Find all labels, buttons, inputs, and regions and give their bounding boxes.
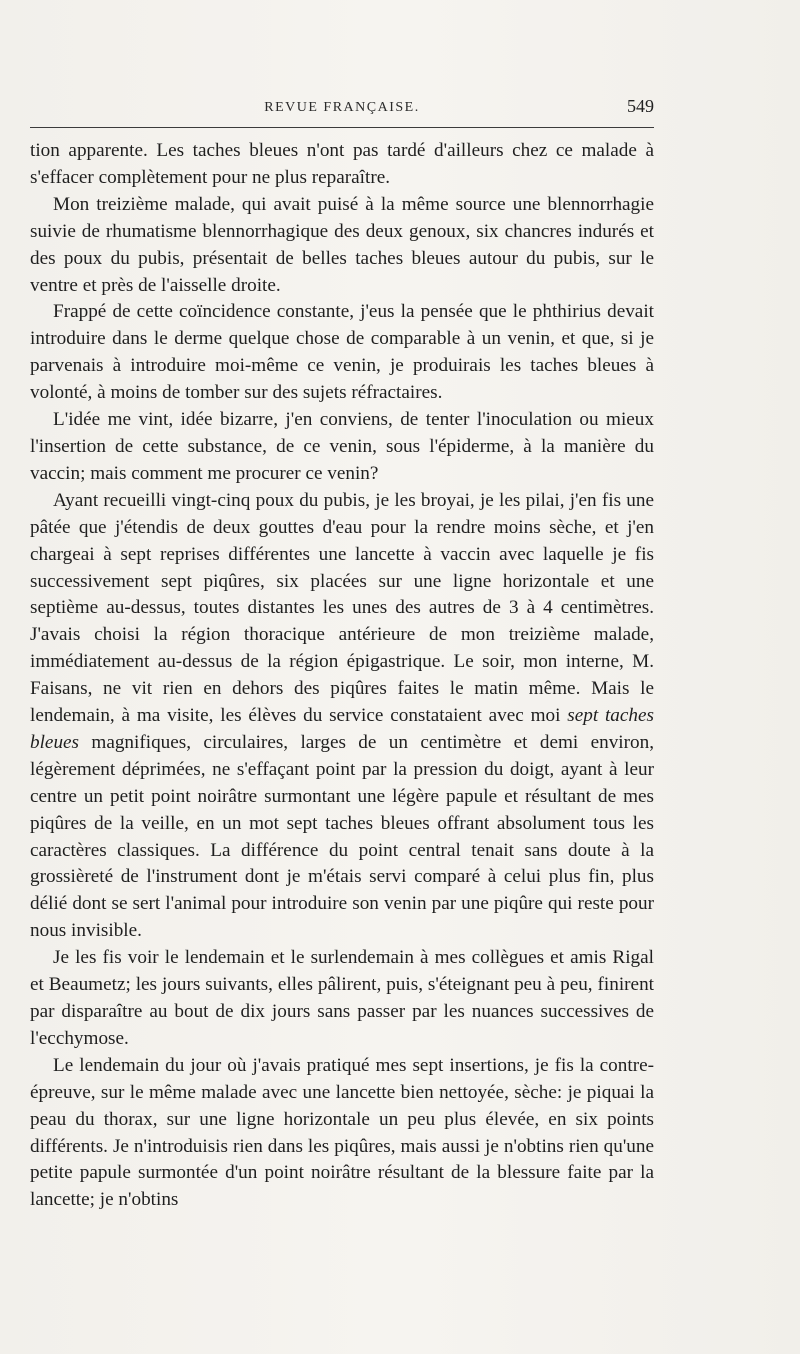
paragraph-5-emphasis: sept taches bleues: [30, 705, 654, 753]
page-number: 549: [627, 96, 654, 116]
paragraph-5-after: magnifiques, circulaires, larges de un centimètre et demi environ, légèrement déprimées, ne s'effaçant point par la pression du doigt, ayant à leur centre un petit point noirâtre surmontant une légère papule et résultant de mes piqûres de la veille, en un mot sept taches bleues offrant absolument tous les caractères classiques. La différence du point central tenait sans doute à la grossièreté de l'instrument dont je m'étais servi comparé à celui plus fin, plus délié dont se sert l'animal pour introduire son venin par une piqûre qui reste pour nous invisible.: [30, 731, 654, 942]
paragraph-1: tion apparente. Les taches bleues n'ont pas tardé d'ailleurs chez ce malade à s'effacer complètement pour ne plus reparaître.: [30, 140, 654, 188]
paragraph-5-before: Ayant recueilli vingt-cinq poux du pubis, je les broyai, je les pilai, j'en fis une pâtée que j'étendis de deux gouttes d'eau pour la rendre moins sèche, et j'en chargeai à sept reprises différentes une lancette à vaccin avec laquelle je fis successivement sept piqûres, six placées sur une ligne horizontale et une septième au-dessus, toutes distantes les unes des autres de 3 à 4 centimètres. J'avais choisi la région thoracique antérieure de mon treizième malade, immédiatement au-dessus de la région épigastrique. Le soir, mon interne, M. Faisans, ne vit rien en dehors des piqûres faites le matin même. Mais le lendemain, à ma visite, les élèves du service constataient avec moi: [30, 489, 654, 727]
paragraph-4: L'idée me vint, idée bizarre, j'en conviens, de tenter l'inoculation ou mieux l'insertion de cette substance, de ce venin, sous l'épiderme, à la manière du vaccin; mais comment me procurer ce venin?: [30, 409, 654, 484]
paragraph-3: Frappé de cette coïncidence constante, j'eus la pensée que le phthirius devait introduire dans le derme quelque chose de comparable à un venin, et que, si je parvenais à introduire moi-même ce venin, je produirais les taches bleues à volonté, à moins de tomber sur des sujets réfractaires.: [30, 301, 654, 404]
paragraph-7: Le lendemain du jour où j'avais pratiqué mes sept insertions, je fis la contre-épreuve, sur le même malade avec une lancette bien nettoyée, sèche: je piquai la peau du thorax, sur une ligne horizontale un peu plus élevée, en six points différents. Je n'introduisis rien dans les piqûres, mais aussi je n'obtins rien qu'une petite papule surmontée d'un point noirâtre résultant de la blessure faite par la lancette; je n'obtins: [30, 1054, 654, 1211]
paragraph-2: Mon treizième malade, qui avait puisé à la même source une blennorrhagie suivie de rhumatisme blennorrhagique des deux genoux, six chancres indurés et des poux du pubis, présentait de belles taches bleues autour du pubis, sur le ventre et près de l'aisselle droite.: [30, 193, 654, 296]
header-rule: [30, 127, 654, 128]
paragraph-6: Je les fis voir le lendemain et le surlendemain à mes collègues et amis Rigal et Beaumetz; les jours suivants, elles pâlirent, puis, s'éteignant peu à peu, finirent par disparaître au bout de dix jours sans passer par les nuances successives de l'ecchymose.: [30, 947, 654, 1049]
paragraph-5: [30, 488, 654, 945]
body-text: [30, 138, 654, 1214]
header-title: REVUE FRANÇAISE.: [264, 100, 420, 115]
running-head: [30, 96, 654, 120]
